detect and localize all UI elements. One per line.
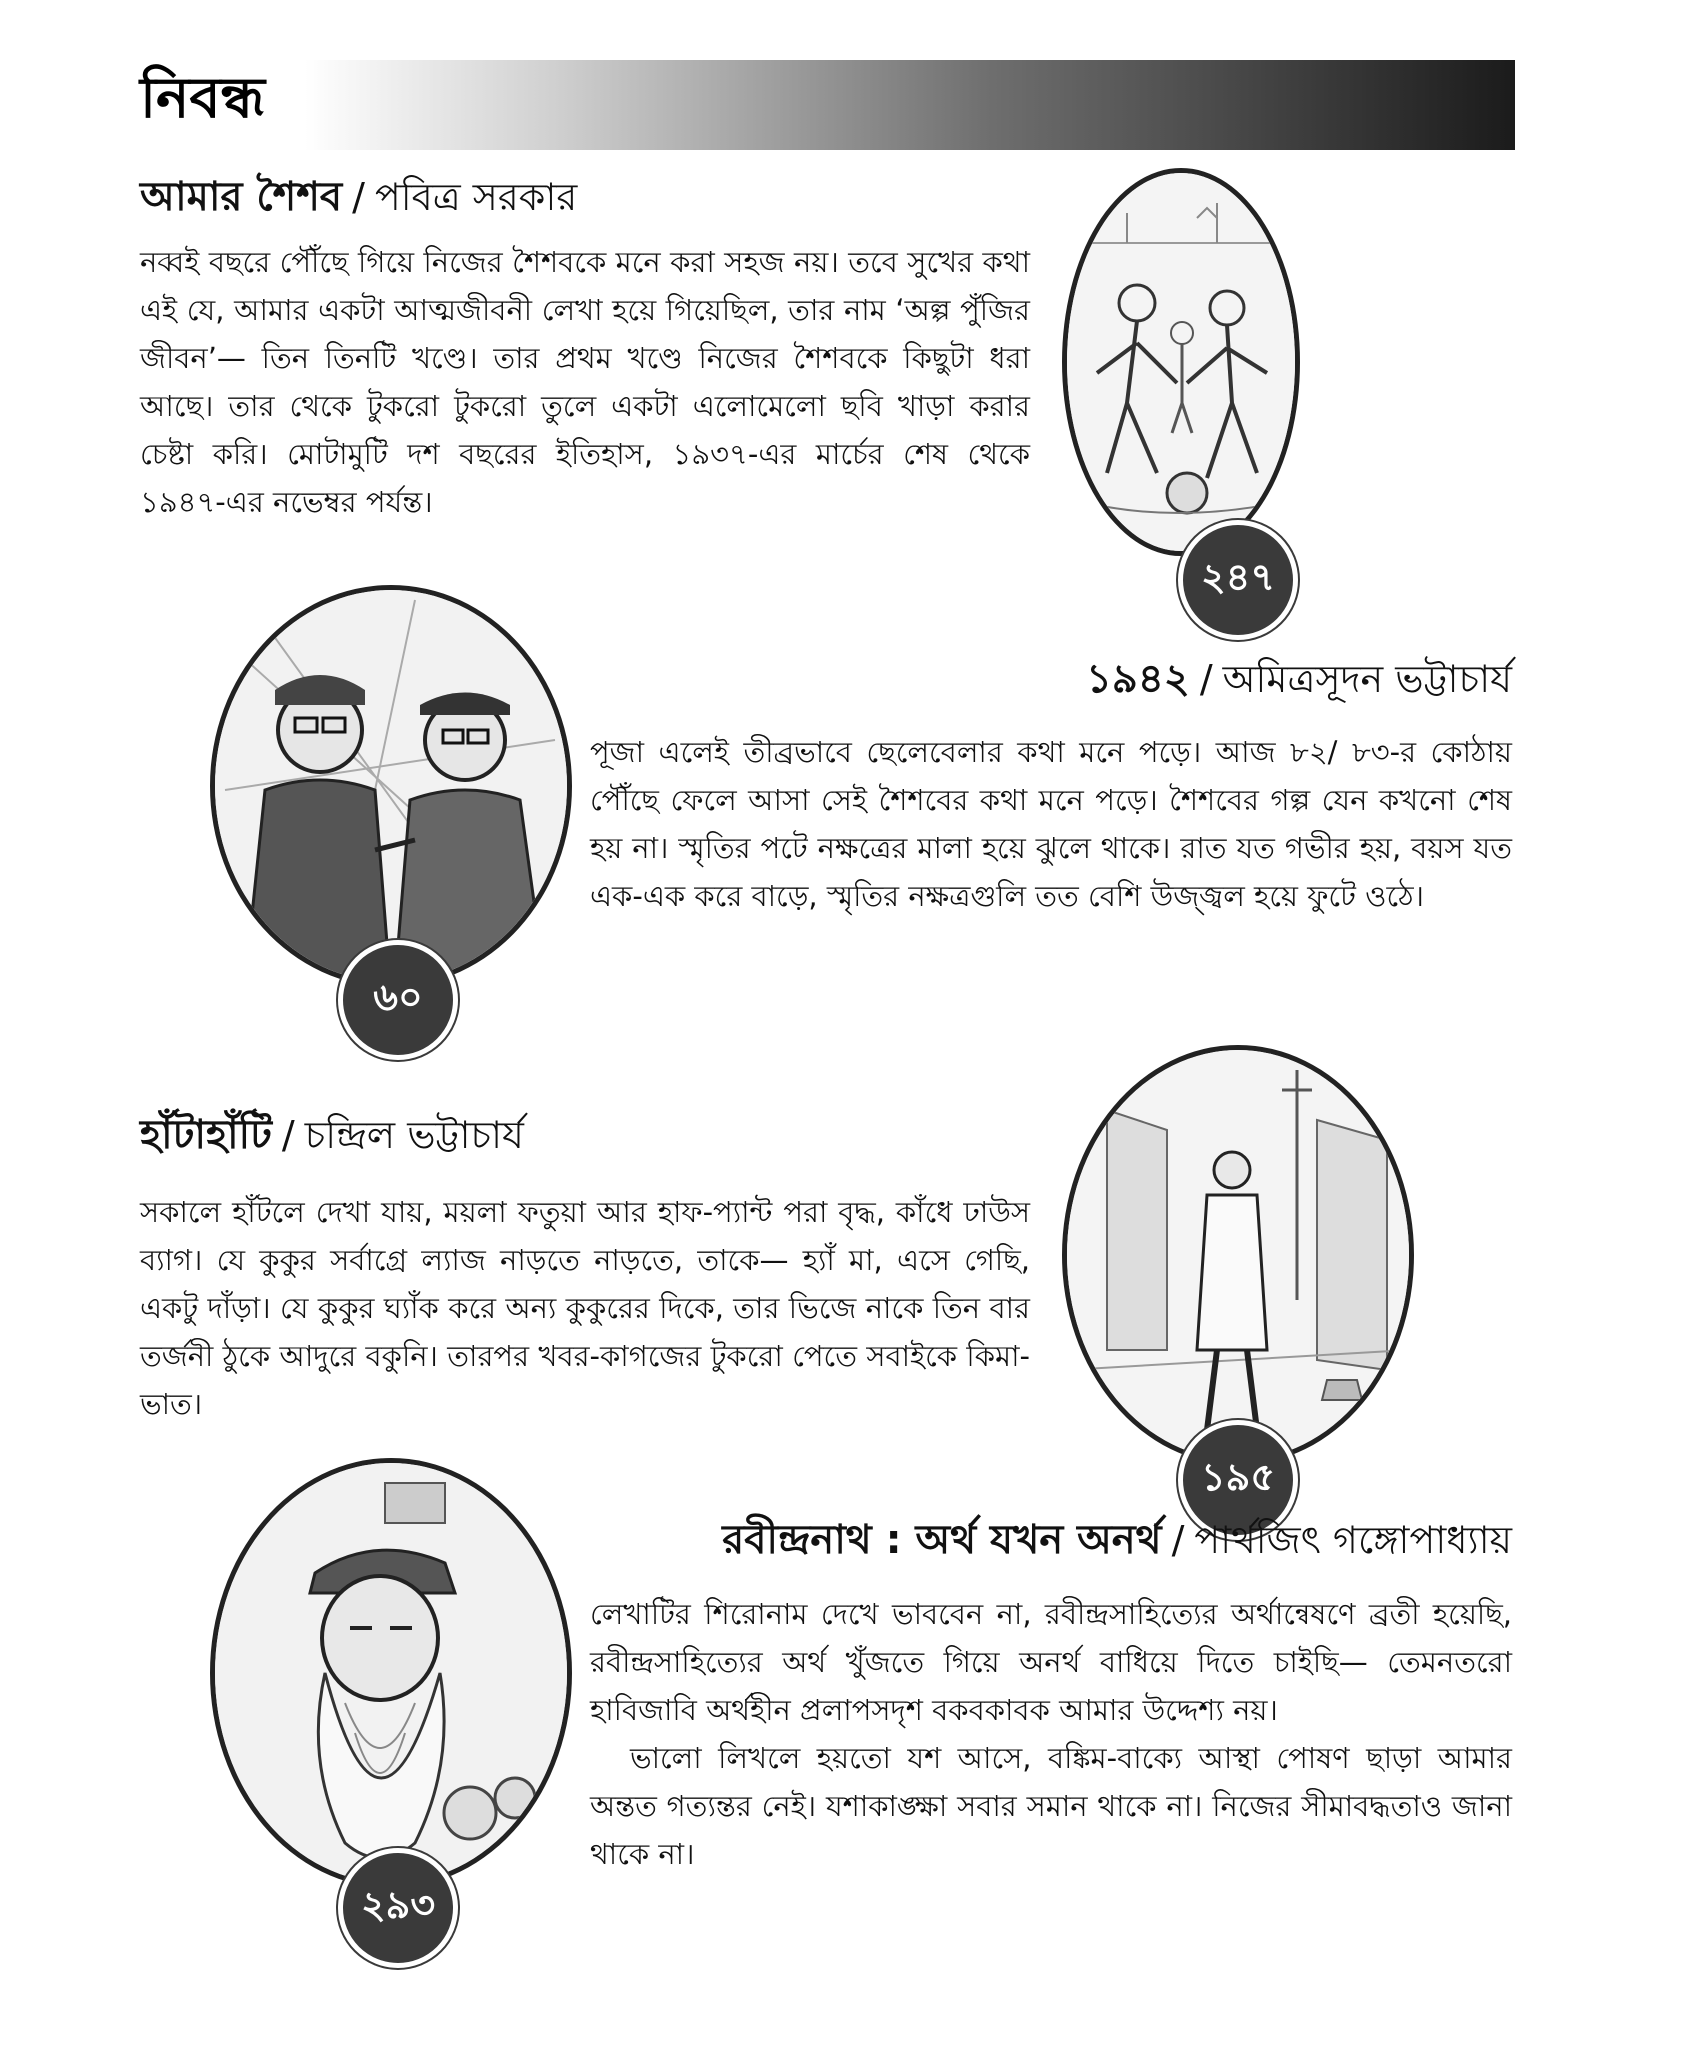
wartime-leaders-sketch-icon xyxy=(210,585,572,987)
essay-title-1 xyxy=(140,172,577,222)
essay-excerpt-3 xyxy=(140,1188,1030,1428)
essay-title-text: ১৯৪২ xyxy=(1085,656,1190,702)
excerpt-paragraph: লেখাটির শিরোনাম দেখে ভাববেন না, রবীন্দ্রসাহিত্যের অর্থান্বেষণে ব্রতী হয়েছি, রবীন্দ্রসাহিত্যের অর্থ খুঁজতে গিয়ে অনর্থ বাধিয়ে দিতে চাইছি— তেমনতরো হাবিজাবি অর্থহীন প্রলাপসদৃশ বকবকাবক আমার উদ্দেশ্য নয়। xyxy=(590,1597,1512,1727)
essay-excerpt-4 xyxy=(590,1590,1512,1878)
rabindranath-portrait-icon xyxy=(210,1458,572,1888)
title-separator: / xyxy=(352,175,365,219)
essay-author: পবিত্র সরকার xyxy=(374,175,578,219)
excerpt-paragraph: পূজা এলেই তীব্রভাবে ছেলেবেলার কথা মনে পড়ে। আজ ৮২/ ৮৩-র কোঠায় পৌঁছে ফেলে আসা সেই শৈশবের কথা মনে পড়ে। শৈশবের গল্প যেন কখনো শেষ হয় না। স্মৃতির পটে নক্ষত্রের মালা হয়ে ঝুলে থাকে। রাত যত গভীর হয়, বয়স যত এক-এক করে বাড়ে, স্মৃতির নক্ষত্রগুলি তত বেশি উজ্জ্বল হয়ে ফুটে ওঠে। xyxy=(590,735,1512,913)
excerpt-paragraph: নব্বই বছরে পৌঁছে গিয়ে নিজের শৈশবকে মনে করা সহজ নয়। তবে সুখের কথা এই যে, আমার একটা আত্মজীবনী লেখা হয়ে গিয়েছিল, তার নাম ‘অল্প পুঁজির জীবন’— তিন তিনটি খণ্ডে। তার প্রথম খণ্ডে নিজের শৈশবকে কিছুটা ধরা আছে। তার থেকে টুকরো টুকরো তুলে একটা এলোমেলো ছবি খাড়া করার চেষ্টা করি। মোটামুটি দশ বছরের ইতিহাস, ১৯৩৭-এর মার্চের শেষ থেকে ১৯৪৭-এর নভেম্বর পর্যন্ত। xyxy=(140,245,1030,519)
essay-author: অমিত্রসূদন ভট্টাচার্য xyxy=(1222,657,1512,701)
page-number-badge: ১৯৫ xyxy=(1178,1420,1298,1540)
children-playing-football-icon xyxy=(1062,168,1300,556)
essay-excerpt-1 xyxy=(140,238,1030,526)
page-number-badge: ২৯৩ xyxy=(338,1848,458,1968)
man-walking-street-icon xyxy=(1062,1045,1414,1465)
section-label: নিবন্ধ xyxy=(140,65,265,131)
essay-title-text: আমার শৈশব xyxy=(140,174,343,220)
title-separator: / xyxy=(1171,1518,1185,1562)
page-number-badge: ২৪৭ xyxy=(1178,520,1298,640)
title-separator: / xyxy=(1199,657,1213,701)
essay-title-3 xyxy=(140,1110,524,1160)
excerpt-paragraph: সকালে হাঁটলে দেখা যায়, ময়লা ফতুয়া আর হাফ-প্যান্ট পরা বৃদ্ধ, কাঁধে ঢাউস ব্যাগ। যে কুকুর সর্বাগ্রে ল্যাজ নাড়তে নাড়তে, তাকে— হ্যাঁ মা, এসে গেছি, একটু দাঁড়া। যে কুকুর ঘ্যাঁক করে অন্য কুকুরের দিকে, তার ভিজে নাকে তিন বার তর্জনী ঠুকে আদুরে বকুনি। তারপর খবর-কাগজের টুকরো পেতে সবাইকে কিমা-ভাত। xyxy=(140,1195,1030,1421)
essay-title-4 xyxy=(722,1515,1512,1565)
essay-excerpt-2 xyxy=(590,728,1512,920)
title-separator: / xyxy=(281,1113,295,1157)
essay-title-text: হাঁটাহাঁটি xyxy=(140,1112,272,1158)
essay-title-2 xyxy=(1086,654,1512,704)
essay-title-text: রবীন্দ্রনাথ : অর্থ যখন অনর্থ xyxy=(722,1517,1162,1563)
essay-author: চন্দ্রিল ভট্টাচার্য xyxy=(304,1113,524,1157)
section-header-band xyxy=(140,60,1515,150)
essay-author: পার্থজিৎ গঙ্গোপাধ্যায় xyxy=(1194,1518,1512,1562)
page-number-badge: ৬০ xyxy=(338,940,458,1060)
excerpt-paragraph: ভালো লিখলে হয়তো যশ আসে, বঙ্কিম-বাক্যে আস্থা পোষণ ছাড়া আমার অন্তত গত্যন্তর নেই। যশাকাঙ্ক্ষা সবার সমান থাকে না। নিজের সীমাবদ্ধতাও জানা থাকে না। xyxy=(590,1741,1512,1871)
